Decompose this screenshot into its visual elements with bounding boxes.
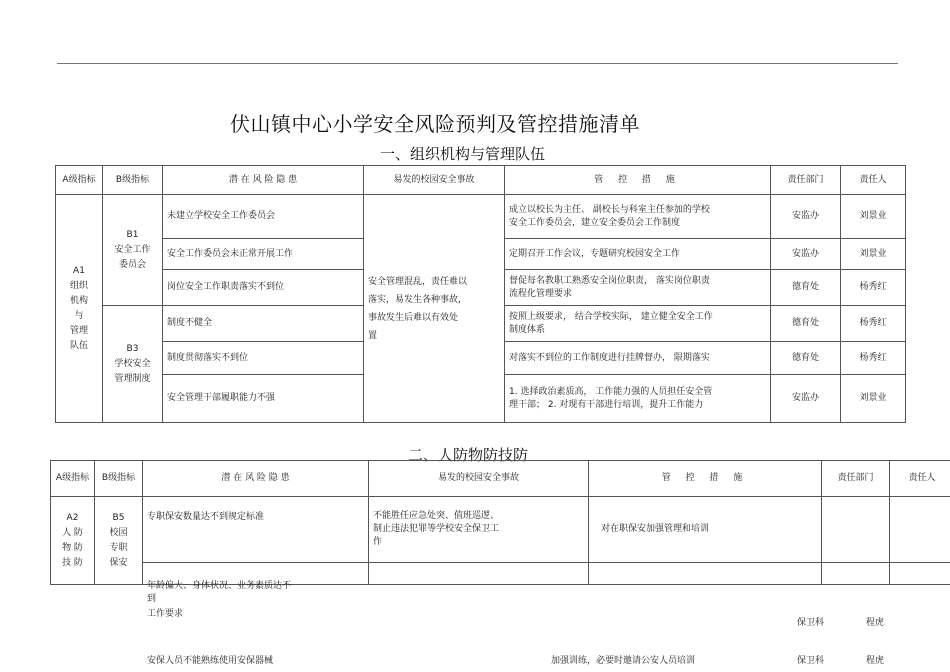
dept-text-2: 保卫科 [797,618,825,628]
dept-cell [822,497,890,563]
person-cell: 刘景业 [841,239,906,270]
accident-cell: 安全管理混乱，责任难以 落实，易发生各种事故， 事故发生后难以有效处 置 [364,195,505,423]
person-cell: 杨秀红 [841,270,906,306]
section1-table [55,165,906,423]
section2-table [50,460,950,585]
risk-cell: 岗位安全工作职责落实不到位 [163,270,364,306]
header-dept: 责任部门 [822,461,890,497]
dept-cell [822,563,890,585]
table-row [56,195,906,239]
header-person: 责任人 [890,461,950,497]
dept-cell: 安监办 [771,239,841,270]
section1-heading: 一、组织机构与管理队伍 [380,145,546,163]
person-cell: 杨秀红 [841,306,906,342]
risk-cell: 未建立学校安全工作委员会 [163,195,364,239]
a2-label: A2 人 防 物 防 技 防 [51,497,95,585]
accident-cell [369,563,589,585]
header-person: 责任人 [841,166,906,195]
measure-text-training: 加强训练，必要时邀请公安人员培训 [551,656,696,666]
risk-cell: 安全管理干部履职能力不强 [163,375,364,423]
header-risk: 潜 在 风 险 隐 患 [163,166,364,195]
table-row [51,497,950,563]
header-a-level: A级指标 [51,461,95,497]
person-cell: 刘景业 [841,375,906,423]
accident-cell: 不能胜任应急处突、值班巡逻、 制止违法犯罪等学校安全保卫工 作 [369,497,589,563]
measure-cell: 对落实不到位的工作制度进行挂牌督办， 限期落实 [505,342,771,375]
risk-cell: 安全工作委员会未正常开展工作 [163,239,364,270]
person-cell [890,563,950,585]
table-header-row [56,166,906,195]
person-cell: 杨秀红 [841,342,906,375]
measure-cell: 督促每名教职工熟悉安全岗位职责， 落实岗位职责 流程化管理要求 [505,270,771,306]
measure-cell [589,563,822,585]
header-b-level: B级指标 [95,461,143,497]
b1-label: B1 安全工作 委员会 [103,195,163,306]
person-cell: 刘景业 [841,195,906,239]
measure-cell: 按照上级要求， 结合学校实际， 建立健全安全工作 制度体系 [505,306,771,342]
dept-cell: 安监办 [771,195,841,239]
b5-label: B5 校园 专职 保安 [95,497,143,585]
measure-cell: 对在职保安加强管理和培训 [589,497,822,563]
risk-cell: 专职保安数量达不到规定标准 [143,497,369,563]
dept-cell: 德育处 [771,306,841,342]
person-cell [890,497,950,563]
header-accident: 易发的校园安全事故 [369,461,589,497]
table-header-row [51,461,950,497]
b3-label: B3 学校安全 管理制度 [103,306,163,423]
header-measure: 管 控 措 施 [589,461,822,497]
measure-cell: 定期召开工作会议，专题研究校园安全工作 [505,239,771,270]
header-measure: 管 控 措 施 [505,166,771,195]
risk-text-age: 年龄偏大、身体状况、业务素质达不 到 工作要求 [147,581,292,619]
risk-cell: 制度不健全 [163,306,364,342]
header-a-level: A级指标 [56,166,103,195]
page-title: 伏山镇中心小学安全风险预判及管控措施清单 [230,112,640,136]
header-b-level: B级指标 [103,166,163,195]
a1-label: A1 组织 机构 与 管理 队伍 [56,195,103,423]
person-text-3: 程虎 [866,656,885,666]
header-risk: 潜 在 风 险 隐 患 [143,461,369,497]
top-rule [57,63,898,64]
header-dept: 责任部门 [771,166,841,195]
dept-cell: 安监办 [771,375,841,423]
dept-text-3: 保卫科 [797,656,825,666]
header-accident: 易发的校园安全事故 [364,166,505,195]
section2-heading: 二、人防物防技防 [408,446,529,464]
risk-cell: 制度贯彻落实不到位 [163,342,364,375]
dept-cell: 德育处 [771,270,841,306]
measure-cell: 1. 选择政治素质高， 工作能力强的人员担任安全管 理干部； 2. 对现有干部进行培训，提升工作能力 [505,375,771,423]
person-text-2: 程虎 [866,618,885,628]
risk-text-equipment: 安保人员不能熟练使用安保器械 [147,656,274,666]
dept-cell: 德育处 [771,342,841,375]
measure-cell: 成立以校长为主任、 副校长与科室主任参加的学校 安全工作委员会，建立安全委员会工作制度 [505,195,771,239]
